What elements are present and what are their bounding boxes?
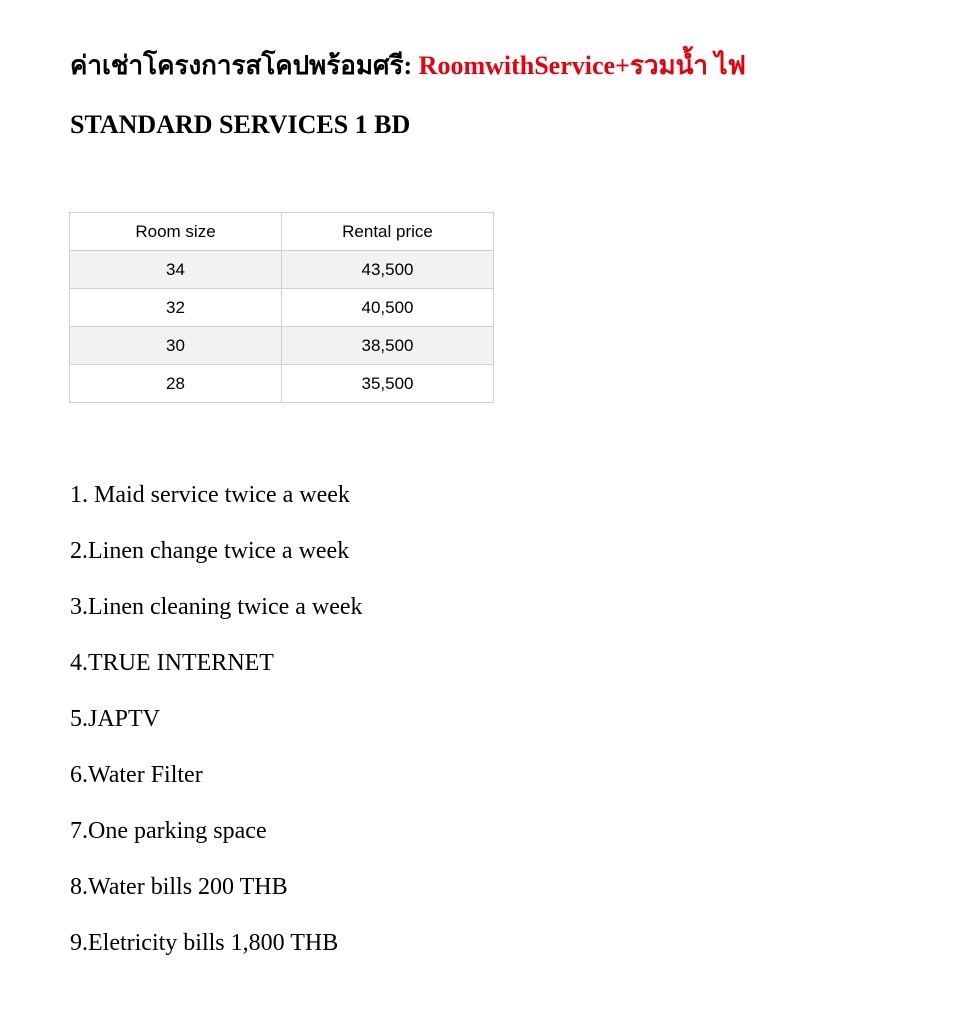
rental-price-table xyxy=(69,212,494,403)
column-header-rental-price: Rental price xyxy=(282,213,494,251)
column-header-room-size: Room size xyxy=(70,213,282,251)
table-row xyxy=(70,365,494,403)
service-item-maid: 1. Maid service twice a week xyxy=(70,482,350,508)
table-row xyxy=(70,327,494,365)
rental-price-cell: 35,500 xyxy=(282,365,494,403)
rental-price-cell: 38,500 xyxy=(282,327,494,365)
service-item-tv: 5.JAPTV xyxy=(70,706,161,732)
title-highlight: RoomwithService+รวมน้ำ ไฟ xyxy=(418,51,746,80)
services-list xyxy=(70,478,363,982)
table-header-row xyxy=(70,213,494,251)
service-item-parking: 7.One parking space xyxy=(70,818,267,844)
service-item-water-bills: 8.Water bills 200 THB xyxy=(70,874,288,900)
section-heading: STANDARD SERVICES 1 BD xyxy=(70,110,411,139)
title-thai-prefix: ค่าเช่าโครงการสโคปพร้อมศรี: xyxy=(70,51,419,80)
service-item-water-filter: 6.Water Filter xyxy=(70,762,203,788)
service-item-electricity-bills: 9.Eletricity bills 1,800 THB xyxy=(70,930,339,956)
rental-price-cell: 40,500 xyxy=(282,289,494,327)
service-item-internet: 4.TRUE INTERNET xyxy=(70,650,274,676)
room-size-cell: 28 xyxy=(70,365,282,403)
service-item-linen-change: 2.Linen change twice a week xyxy=(70,538,350,564)
room-size-cell: 32 xyxy=(70,289,282,327)
room-size-cell: 30 xyxy=(70,327,282,365)
service-item-linen-cleaning: 3.Linen cleaning twice a week xyxy=(70,594,363,620)
room-size-cell: 34 xyxy=(70,251,282,289)
rental-price-cell: 43,500 xyxy=(282,251,494,289)
table-row xyxy=(70,251,494,289)
table-row xyxy=(70,289,494,327)
page-title xyxy=(70,48,746,84)
